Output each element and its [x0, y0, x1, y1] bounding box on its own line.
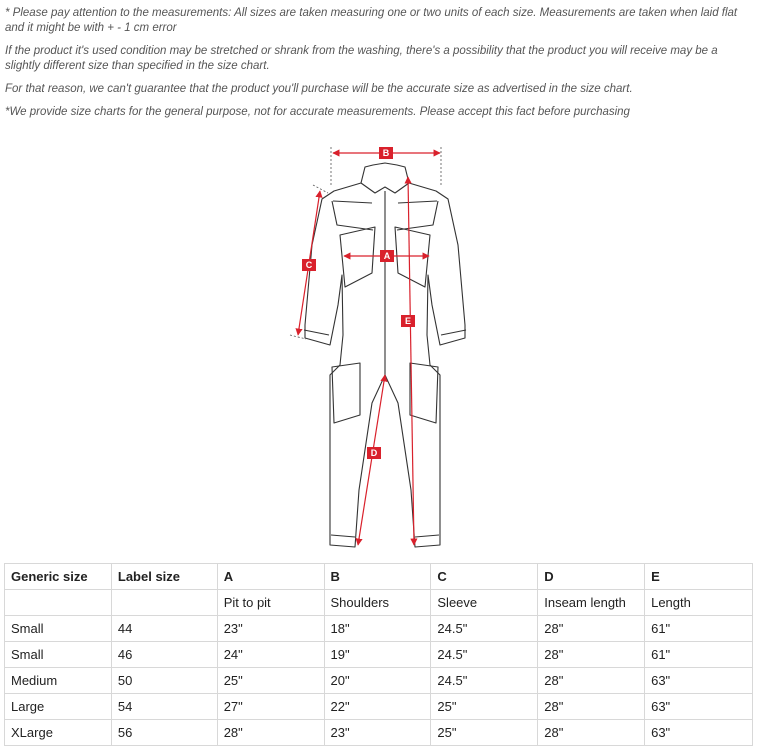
subheader-cell [5, 590, 112, 616]
table-cell: 44 [111, 616, 217, 642]
table-row [5, 720, 753, 746]
table-cell: 24.5" [431, 642, 538, 668]
table-cell: 28" [538, 616, 645, 642]
subheader-sleeve: Sleeve [431, 590, 538, 616]
table-cell: 28" [217, 720, 324, 746]
coverall-diagram [0, 135, 758, 555]
label-e: E [404, 316, 412, 326]
table-cell: 22" [324, 694, 431, 720]
header-d: D [538, 564, 645, 590]
size-chart-table [4, 563, 753, 746]
subheader-inseam-length: Inseam length [538, 590, 645, 616]
hem-lines [331, 535, 439, 537]
table-cell: 25" [217, 668, 324, 694]
subheader-shoulders: Shoulders [324, 590, 431, 616]
table-cell: 24.5" [431, 616, 538, 642]
table-cell: 28" [538, 642, 645, 668]
table-cell: 23" [217, 616, 324, 642]
table-row [5, 616, 753, 642]
guide-c-top [313, 185, 328, 193]
table-cell: 28" [538, 694, 645, 720]
table-cell: 24" [217, 642, 324, 668]
table-cell: 25" [431, 694, 538, 720]
collar [361, 163, 409, 193]
table-cell: 23" [324, 720, 431, 746]
table-header-row [5, 564, 753, 590]
table-cell: Large [5, 694, 112, 720]
table-cell: 63" [645, 720, 753, 746]
table-cell: 28" [538, 668, 645, 694]
table-cell: XLarge [5, 720, 112, 746]
table-cell: Small [5, 642, 112, 668]
measurement-lines [290, 147, 441, 545]
note-condition: If the product it's used condition may be stretched or shrank from the washing, there's a possibility that the product you will receive may be a slightly different size than specified in the size chart. [5, 45, 718, 72]
note-general-purpose: *We provide size charts for the general purpose, not for accurate measurements. Please accept this fact before purchasing [5, 106, 630, 118]
measure-line-d [358, 375, 385, 545]
table-cell: 20" [324, 668, 431, 694]
chest-panel-left [332, 201, 373, 230]
header-label-size: Label size [111, 564, 217, 590]
table-cell: 46 [111, 642, 217, 668]
table-cell: 61" [645, 642, 753, 668]
table-cell: 27" [217, 694, 324, 720]
note-measurements: * Please pay attention to the measurements: All sizes are taken measuring one or two units of each size. Measurements are taken when laid flat and it might be with + - 1 cm error [5, 7, 738, 34]
label-b: B [382, 148, 390, 158]
subheader-cell [111, 590, 217, 616]
guide-c-bottom [290, 335, 306, 339]
pocket-left [340, 227, 375, 287]
header-b: B [324, 564, 431, 590]
header-c: C [431, 564, 538, 590]
coverall-outline [304, 163, 466, 547]
table-subheader-row [5, 590, 753, 616]
table-cell: 61" [645, 616, 753, 642]
label-a: A [383, 251, 391, 261]
header-a: A [217, 564, 324, 590]
measurement-labels [302, 147, 415, 459]
table-row [5, 694, 753, 720]
table-cell: 63" [645, 668, 753, 694]
table-cell: 18" [324, 616, 431, 642]
table-cell: 19" [324, 642, 431, 668]
subheader-pit-to-pit: Pit to pit [217, 590, 324, 616]
note-guarantee: For that reason, we can't guarantee that the product you'll purchase will be the accurate size as advertised in the size chart. [5, 83, 633, 95]
table-cell: 50 [111, 668, 217, 694]
table-row [5, 642, 753, 668]
leg-pocket-right [410, 363, 438, 423]
header-e: E [645, 564, 753, 590]
table-row [5, 668, 753, 694]
table-cell: 63" [645, 694, 753, 720]
label-d: D [370, 448, 378, 458]
table-cell: 28" [538, 720, 645, 746]
chest-panel-right [397, 201, 438, 230]
subheader-length: Length [645, 590, 753, 616]
table-cell: 25" [431, 720, 538, 746]
table-cell: 24.5" [431, 668, 538, 694]
header-generic-size: Generic size [5, 564, 112, 590]
table-cell: Small [5, 616, 112, 642]
label-c: C [305, 260, 313, 270]
cuff-right [441, 330, 466, 335]
size-notes [5, 6, 753, 120]
table-cell: 56 [111, 720, 217, 746]
cuff-left [304, 330, 329, 335]
leg-pocket-left [332, 363, 360, 423]
table-cell: Medium [5, 668, 112, 694]
pocket-right [395, 227, 430, 287]
table-cell: 54 [111, 694, 217, 720]
